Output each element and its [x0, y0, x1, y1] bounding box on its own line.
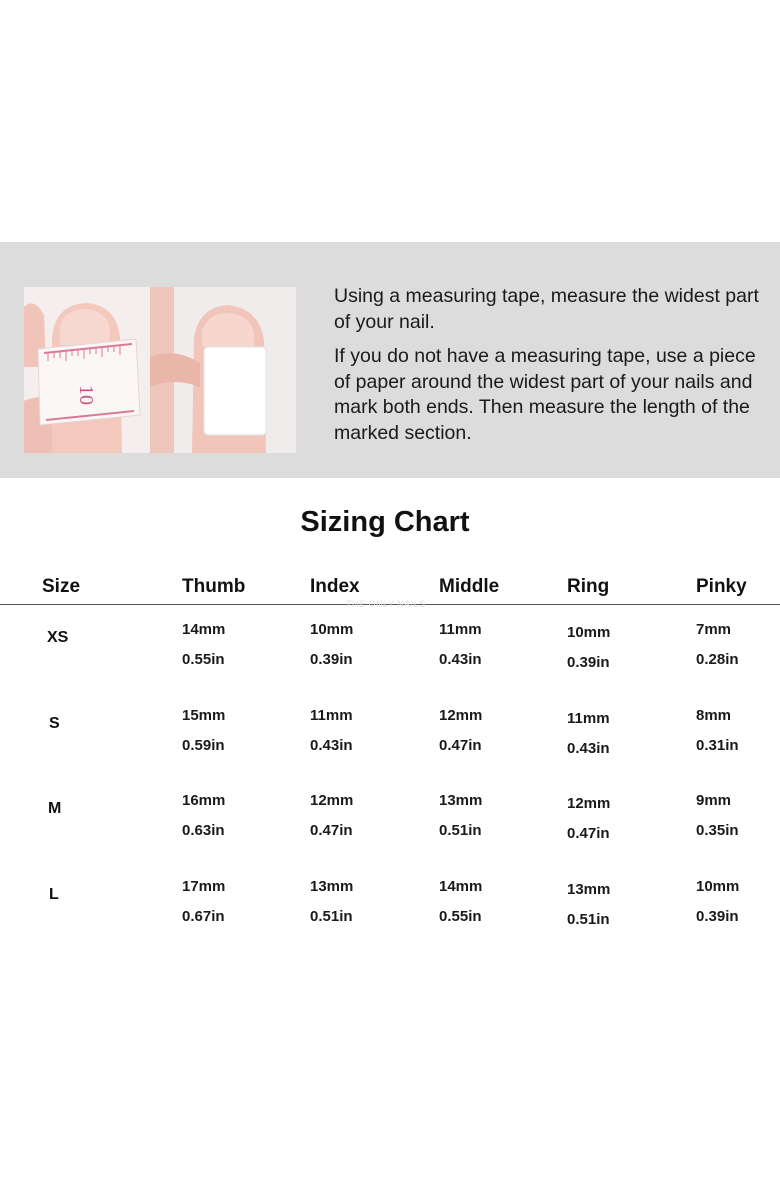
measuring-instructions	[334, 284, 774, 455]
index-in: 0.47in	[310, 822, 353, 839]
instruction-tape: Using a measuring tape, measure the widest part of your nail.	[334, 285, 759, 333]
index-in: 0.51in	[310, 908, 353, 925]
table-row-s	[0, 707, 780, 777]
nail-measuring-illustration	[24, 287, 296, 453]
header-thumb: Thumb	[182, 576, 246, 597]
pinky-in: 0.28in	[696, 651, 739, 668]
pinky-mm: 8mm	[696, 707, 732, 724]
size-label: M	[48, 800, 62, 817]
pinky-mm: 7mm	[696, 621, 732, 638]
thumb-mm: 17mm	[182, 878, 226, 895]
pinky-in: 0.39in	[696, 908, 739, 925]
paper-strip	[204, 347, 266, 435]
thumb-in: 0.67in	[182, 908, 225, 925]
ring-in: 0.43in	[567, 740, 610, 757]
ring-mm: 10mm	[567, 624, 611, 641]
ring-in: 0.39in	[567, 654, 610, 671]
size-label: XS	[47, 629, 69, 646]
thumb-in: 0.63in	[182, 822, 225, 839]
table-row-xs	[0, 621, 780, 691]
index-mm: 10mm	[310, 621, 354, 638]
ring-mm: 12mm	[567, 795, 611, 812]
ring-in: 0.47in	[567, 825, 610, 842]
instruction-panel	[0, 242, 780, 478]
header-ring: Ring	[567, 576, 610, 597]
ring-in: 0.51in	[567, 911, 610, 928]
thumb-mm: 14mm	[182, 621, 226, 638]
tape-number: 10	[75, 385, 97, 405]
index-in: 0.39in	[310, 651, 353, 668]
thumb-mm: 16mm	[182, 792, 226, 809]
size-label: S	[49, 715, 60, 732]
middle-in: 0.47in	[439, 737, 482, 754]
table-row-m	[0, 792, 780, 862]
header-size: Size	[42, 576, 81, 597]
pinky-in: 0.31in	[696, 737, 739, 754]
header-pinky: Pinky	[696, 576, 747, 597]
middle-in: 0.55in	[439, 908, 482, 925]
thumb-in: 0.55in	[182, 651, 225, 668]
index-mm: 12mm	[310, 792, 354, 809]
instruction-paper: If you do not have a measuring tape, use a piece of paper around the widest part of your nails and mark both ends. Then measure the length of the marked section.	[334, 345, 756, 444]
middle-mm: 12mm	[439, 707, 483, 724]
index-in: 0.43in	[310, 737, 353, 754]
size-label: L	[49, 886, 59, 903]
table-row-l	[0, 878, 780, 948]
thumb-in: 0.59in	[182, 737, 225, 754]
index-mm: 11mm	[310, 707, 353, 724]
thumb-mm: 15mm	[182, 707, 226, 724]
nail-measuring-photo	[24, 287, 296, 453]
ring-mm: 13mm	[567, 881, 611, 898]
middle-mm: 13mm	[439, 792, 483, 809]
watermark: THE ONLY NAILS	[346, 599, 426, 609]
pinky-mm: 9mm	[696, 792, 732, 809]
pinky-mm: 10mm	[696, 878, 740, 895]
middle-mm: 11mm	[439, 621, 482, 638]
ring-mm: 11mm	[567, 710, 610, 727]
measuring-tape	[38, 339, 140, 425]
header-middle: Middle	[439, 576, 500, 597]
pinky-in: 0.35in	[696, 822, 739, 839]
sizing-chart-title: Sizing Chart	[300, 506, 470, 538]
middle-mm: 14mm	[439, 878, 483, 895]
middle-in: 0.43in	[439, 651, 482, 668]
middle-in: 0.51in	[439, 822, 482, 839]
header-index: Index	[310, 576, 360, 597]
index-mm: 13mm	[310, 878, 354, 895]
